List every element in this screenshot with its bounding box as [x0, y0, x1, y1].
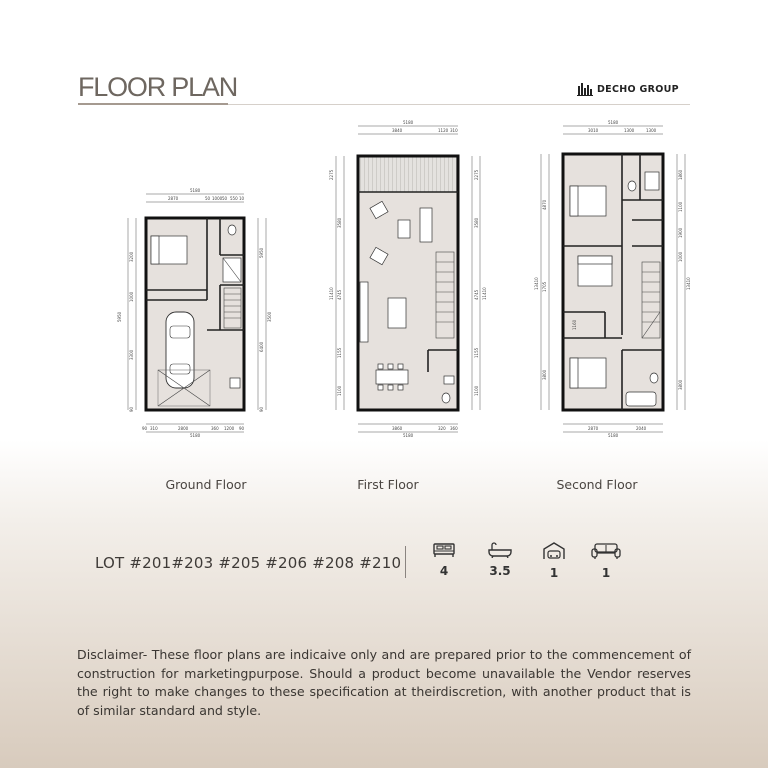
living-count: 1 [601, 566, 611, 580]
dimension-label: 10 [239, 196, 245, 201]
feature-bedrooms [422, 542, 466, 578]
dimension-label: 3500 [267, 311, 272, 322]
first-floor-label: First Floor [357, 477, 419, 492]
dimension-label: 4745 [474, 289, 479, 300]
dimension-label: 2870 [168, 196, 179, 201]
dimension-label: 1000 [212, 196, 223, 201]
dimension-label: 1300 [646, 128, 657, 133]
dimension-label: 5180 [190, 188, 201, 193]
garage-count: 1 [549, 566, 559, 580]
dimension-label: 2040 [636, 426, 647, 431]
dimension-label: 1160 [572, 319, 577, 330]
dimension-label: 1100 [678, 201, 683, 212]
dimension-label: 1155 [337, 347, 342, 358]
dimension-label: 6400 [259, 341, 264, 352]
dimension-label: 5950 [117, 311, 122, 322]
first-floor-plan [329, 120, 487, 438]
dimension-label: 310 [450, 128, 458, 133]
dimension-label: 4870 [542, 199, 547, 210]
dimension-label: 13410 [686, 277, 691, 290]
dimension-label: 11410 [482, 287, 487, 300]
dimension-label: 1100 [474, 385, 479, 396]
second-floor-label: Second Floor [556, 477, 638, 492]
feature-garage [532, 542, 576, 580]
dimension-label: 1155 [474, 347, 479, 358]
ground-floor-label: Ground Floor [165, 477, 247, 492]
dimension-label: 550 [230, 196, 238, 201]
bed-icon [433, 542, 455, 558]
dimension-label: 90 [239, 426, 245, 431]
lot-numbers: LOT #201#203 #205 #206 #208 #210 [95, 554, 402, 572]
dimension-label: 310 [150, 426, 158, 431]
page-title: FLOOR PLAN [78, 72, 238, 102]
dimension-label: 1120 [438, 128, 449, 133]
dimension-label: 360 [211, 426, 219, 431]
disclaimer-text: Disclaimer- These floor plans are indicaive only and are prepared prior to the commencement of construction for marketingpurpose. Should a product become unavailable the Vendor reserves the right to make changes to these specification at theirdiscretion, with another product that is of similar standard and style. [77, 647, 691, 718]
dimension-label: 90 [129, 406, 134, 412]
dimension-label: 3840 [392, 128, 403, 133]
car-icon [166, 312, 194, 388]
dimension-label: 1000 [678, 251, 683, 262]
dimension-label: 3580 [474, 217, 479, 228]
dimension-label: 3010 [588, 128, 599, 133]
dimension-label: 3800 [678, 379, 683, 390]
dimension-label: 2275 [329, 169, 334, 180]
dimension-label: 5180 [190, 433, 201, 438]
dimension-label: 3800 [542, 369, 547, 380]
feature-living [584, 542, 628, 580]
garage-icon [543, 542, 565, 560]
dimension-label: 5950 [259, 247, 264, 258]
bathtub-icon [488, 542, 512, 558]
dimension-label: 1200 [224, 426, 235, 431]
dimension-label: 5180 [403, 433, 414, 438]
dimension-label: 2275 [474, 169, 479, 180]
logo-text: DECHO GROUP [597, 83, 679, 95]
second-floor-plan [534, 120, 691, 438]
dimension-label: 1100 [337, 385, 342, 396]
dimension-label: 5180 [608, 120, 619, 125]
dimension-label: 1000 [129, 291, 134, 302]
dimension-label: 2870 [588, 426, 599, 431]
dimension-label: 90 [142, 426, 148, 431]
dimension-label: 13410 [534, 277, 539, 290]
dimension-label: 1300 [624, 128, 635, 133]
dimension-label: 320 [438, 426, 446, 431]
dimension-label: 5180 [403, 120, 414, 125]
sofa-icon [591, 542, 621, 560]
dimension-label: 4745 [337, 289, 342, 300]
ground-floor-plan [117, 188, 272, 438]
dimension-label: 3300 [129, 349, 134, 360]
dimension-label: 1900 [678, 227, 683, 238]
dimension-label: 1705 [542, 281, 547, 292]
dimension-label: 50 [222, 196, 228, 201]
bathrooms-count: 3.5 [489, 564, 511, 578]
bedrooms-count: 4 [439, 564, 449, 578]
dimension-label: 50 [205, 196, 211, 201]
dimension-label: 1860 [678, 169, 683, 180]
dimension-label: 11410 [329, 287, 334, 300]
dimension-label: 90 [259, 406, 264, 412]
dimension-label: 360 [450, 426, 458, 431]
dimension-label: 2800 [178, 426, 189, 431]
dimension-label: 3200 [129, 251, 134, 262]
feature-bathrooms [478, 542, 522, 578]
dimension-label: 5180 [608, 433, 619, 438]
dimension-label: 3860 [392, 426, 403, 431]
dimension-label: 3580 [337, 217, 342, 228]
feature-divider [405, 546, 406, 578]
